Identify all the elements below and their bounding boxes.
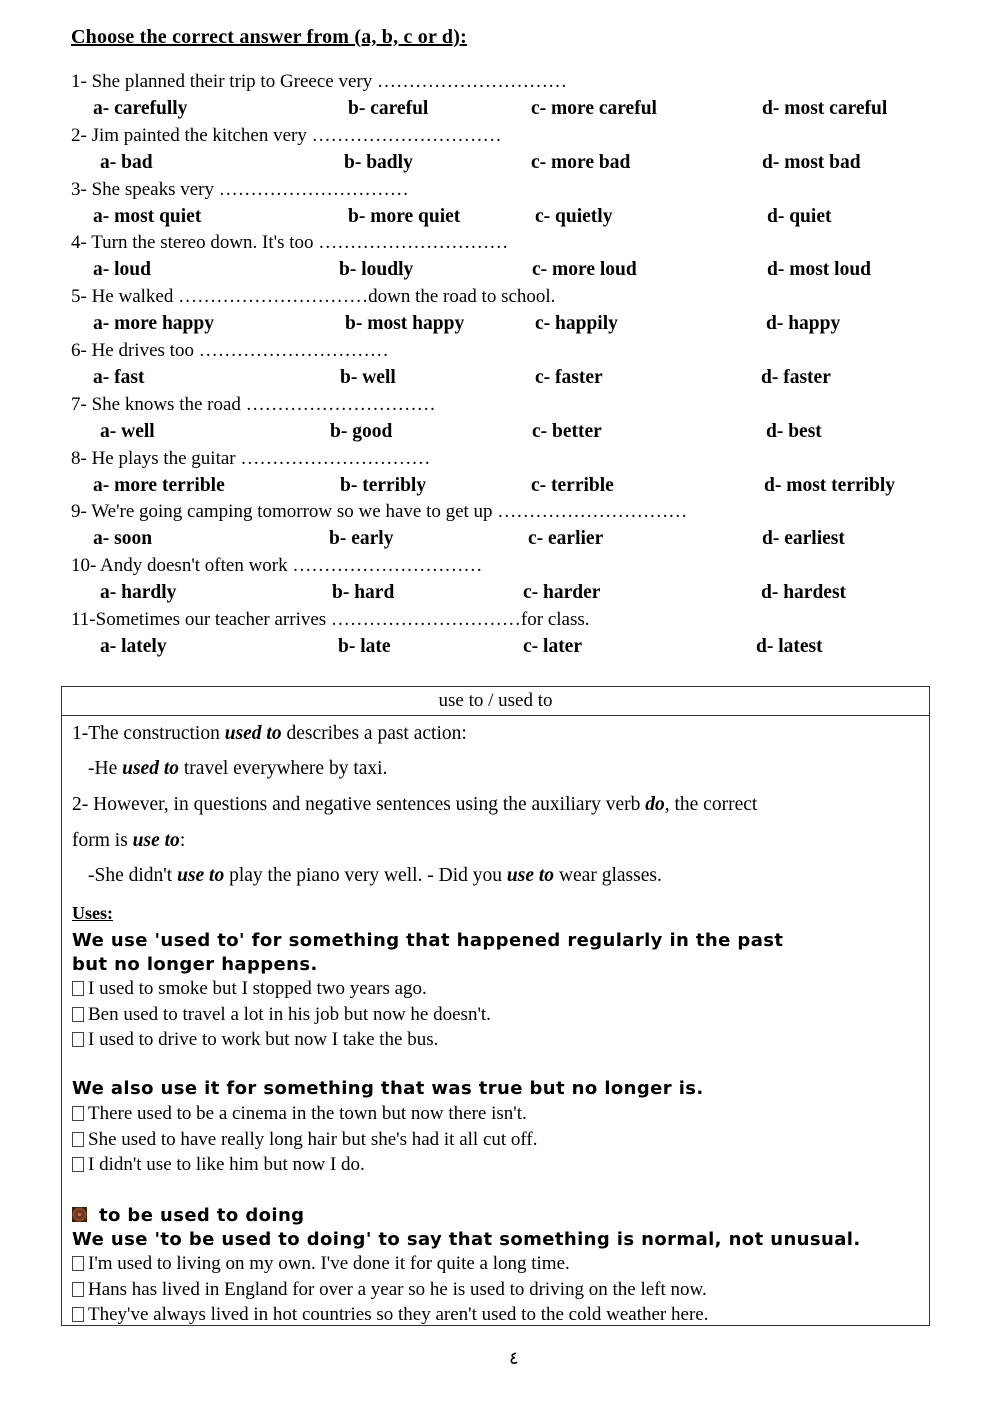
rule-2-example-text-end: wear glasses. <box>554 865 662 886</box>
answer-option-d[interactable]: d- most terribly <box>764 474 896 496</box>
rule-2-line-1 <box>72 794 757 816</box>
example-text: I used to smoke but I stopped two years ago. <box>88 978 427 999</box>
answer-option-c[interactable]: c- harder <box>523 582 601 604</box>
answer-option-c[interactable]: c- terrible <box>531 474 614 496</box>
answer-option-c[interactable]: c- earlier <box>528 528 604 550</box>
rule-1-text: 1-The construction <box>72 723 225 744</box>
question-text: 8- He plays the guitar ………………………… <box>71 447 431 469</box>
answer-option-a[interactable]: a- more terrible <box>93 474 225 496</box>
answer-option-d[interactable]: d- happy <box>766 313 841 335</box>
answer-option-b[interactable]: b- most happy <box>345 313 465 335</box>
use-1-heading-line-2: but no longer happens. <box>72 954 318 975</box>
answer-option-c[interactable]: c- more loud <box>532 259 637 281</box>
answer-option-d[interactable]: d- quiet <box>767 205 832 227</box>
example-text: I used to drive to work but now I take the bus. <box>88 1029 439 1050</box>
answer-option-d[interactable]: d- faster <box>761 367 831 388</box>
question-text: 9- We're going camping tomorrow so we have to get up ………………………… <box>71 501 688 523</box>
rule-1-example-text-end: travel everywhere by taxi. <box>179 758 388 779</box>
question-text: 2- Jim painted the kitchen very ………………………… <box>71 124 502 146</box>
answer-option-c[interactable]: c- more careful <box>531 98 657 119</box>
answer-option-c[interactable]: c- more bad <box>531 151 631 173</box>
example-text: I didn't use to like him but now I do. <box>88 1154 365 1175</box>
rule-2-example-emphasis-2: use to <box>506 865 555 886</box>
rule-2-text: 2- However, in questions and negative sentences using the auxiliary verb <box>72 794 646 815</box>
rule-2-text-end: , the correct <box>664 794 758 815</box>
answer-option-c[interactable]: c- quietly <box>535 205 613 227</box>
answer-option-a[interactable]: a- lately <box>100 636 167 657</box>
rule-2-example-text-mid: play the piano very well. - Did you <box>224 865 507 886</box>
example-sentence <box>72 1029 438 1051</box>
answer-option-d[interactable]: d- most bad <box>762 151 861 173</box>
bullet-box-icon <box>72 1106 84 1121</box>
section-3-title-row <box>72 1205 304 1226</box>
use-1-heading-line-1: We use 'used to' for something that happened regularly in the past <box>72 930 784 951</box>
page-number: ٤ <box>509 1348 519 1369</box>
rule-2-example <box>88 865 662 887</box>
answer-option-a[interactable]: a- fast <box>93 367 145 388</box>
question-text: 1- She planned their trip to Greece very ………………………… <box>71 71 567 92</box>
question-text: 4- Turn the stereo down. It's too ………………………… <box>71 232 509 254</box>
answer-option-a[interactable]: a- loud <box>93 259 151 281</box>
question-text: 3- She speaks very ………………………… <box>71 178 409 200</box>
answer-option-c[interactable]: c- faster <box>535 367 603 388</box>
bullet-box-icon <box>72 1157 84 1172</box>
example-sentence <box>72 1129 537 1151</box>
grammar-box <box>61 686 930 1326</box>
example-sentence <box>72 1154 365 1176</box>
answer-option-b[interactable]: b- careful <box>348 98 429 119</box>
answer-option-a[interactable]: a- well <box>100 420 155 442</box>
bullet-box-icon <box>72 1032 84 1047</box>
section-3-title: to be used to doing <box>99 1205 305 1226</box>
rule-2-example-emphasis: use to <box>177 865 225 886</box>
example-sentence <box>72 1279 707 1301</box>
bullet-box-icon <box>72 1307 84 1322</box>
example-text: She used to have really long hair but she's had it all cut off. <box>88 1128 538 1150</box>
grammar-box-heading: use to / used to <box>62 687 929 716</box>
bullet-box-icon <box>72 1007 84 1022</box>
bullet-box-icon <box>72 1282 84 1297</box>
use-2-heading: We also use it for something that was true but no longer is. <box>72 1078 704 1099</box>
answer-option-c[interactable]: c- happily <box>535 313 618 335</box>
answer-option-b[interactable]: b- badly <box>344 151 413 173</box>
shield-bullet-icon <box>72 1207 87 1222</box>
answer-option-d[interactable]: d- hardest <box>761 582 847 604</box>
example-text: Ben used to travel a lot in his job but now he doesn't. <box>88 1003 491 1025</box>
question-text: 5- He walked …………………………down the road to school. <box>71 286 556 308</box>
answer-option-d[interactable]: d- most careful <box>762 98 888 119</box>
answer-option-d[interactable]: d- latest <box>756 636 823 657</box>
rule-1 <box>72 723 467 745</box>
rule-2-emphasis: do <box>645 794 665 815</box>
question-text: 11-Sometimes our teacher arrives …………………………for class. <box>71 609 590 630</box>
example-sentence <box>72 1103 527 1125</box>
example-sentence <box>72 1304 708 1326</box>
answer-option-b[interactable]: b- terribly <box>340 474 427 496</box>
exercise-title: Choose the correct answer from (a, b, c or d): <box>71 26 467 48</box>
answer-option-a[interactable]: a- most quiet <box>93 205 202 227</box>
question-text: 7- She knows the road ………………………… <box>71 393 436 415</box>
answer-option-b[interactable]: b- loudly <box>339 259 414 281</box>
question-text: 6- He drives too ………………………… <box>71 340 389 361</box>
rule-2-line-2-text-end: : <box>179 830 186 851</box>
answer-option-a[interactable]: a- carefully <box>93 98 188 119</box>
answer-option-b[interactable]: b- good <box>330 420 393 442</box>
bullet-box-icon <box>72 981 84 996</box>
example-sentence <box>72 1253 570 1275</box>
example-sentence <box>72 978 427 1000</box>
uses-label: Uses: <box>72 903 113 923</box>
answer-option-d[interactable]: d- best <box>766 420 822 442</box>
rule-1-example-emphasis: used to <box>122 758 179 779</box>
use-3-heading: We use 'to be used to doing' to say that something is normal, not unusual. <box>72 1229 861 1250</box>
answer-option-a[interactable]: a- soon <box>93 528 153 550</box>
rule-2-line-2 <box>72 830 185 852</box>
example-text: They've always lived in hot countries so they aren't used to the cold weather here. <box>88 1304 709 1325</box>
example-text: There used to be a cinema in the town but now there isn't. <box>88 1103 527 1124</box>
answer-option-a[interactable]: a- more happy <box>93 313 214 335</box>
rule-2-example-text: -She didn't <box>88 865 178 886</box>
answer-option-b[interactable]: b- late <box>338 636 391 657</box>
example-text: I'm used to living on my own. I've done it for quite a long time. <box>88 1253 570 1274</box>
answer-option-b[interactable]: b- well <box>340 367 396 388</box>
rule-1-example-text: -He <box>88 758 123 779</box>
rule-2-line-2-text: form is <box>72 830 133 851</box>
answer-option-c[interactable]: c- later <box>523 636 582 657</box>
answer-option-d[interactable]: d- earliest <box>762 528 845 550</box>
answer-option-a[interactable]: a- hardly <box>100 582 177 604</box>
example-sentence <box>72 1004 491 1026</box>
question-text: 10- Andy doesn't often work ………………………… <box>71 555 483 577</box>
answer-option-a[interactable]: a- bad <box>100 151 153 173</box>
example-text: Hans has lived in England for over a year so he is used to driving on the left now. <box>88 1278 707 1300</box>
answer-option-b[interactable]: b- early <box>329 528 394 550</box>
rule-1-emphasis: used to <box>224 723 282 744</box>
answer-option-b[interactable]: b- hard <box>332 582 395 604</box>
answer-option-c[interactable]: c- better <box>532 420 602 442</box>
bullet-box-icon <box>72 1132 84 1147</box>
rule-1-example <box>88 758 387 780</box>
rule-2-line-2-emphasis: use to <box>132 830 180 851</box>
answer-option-d[interactable]: d- most loud <box>767 259 872 281</box>
bullet-box-icon <box>72 1256 84 1271</box>
rule-1-text-end: describes a past action: <box>281 723 467 744</box>
answer-option-b[interactable]: b- more quiet <box>348 205 461 227</box>
